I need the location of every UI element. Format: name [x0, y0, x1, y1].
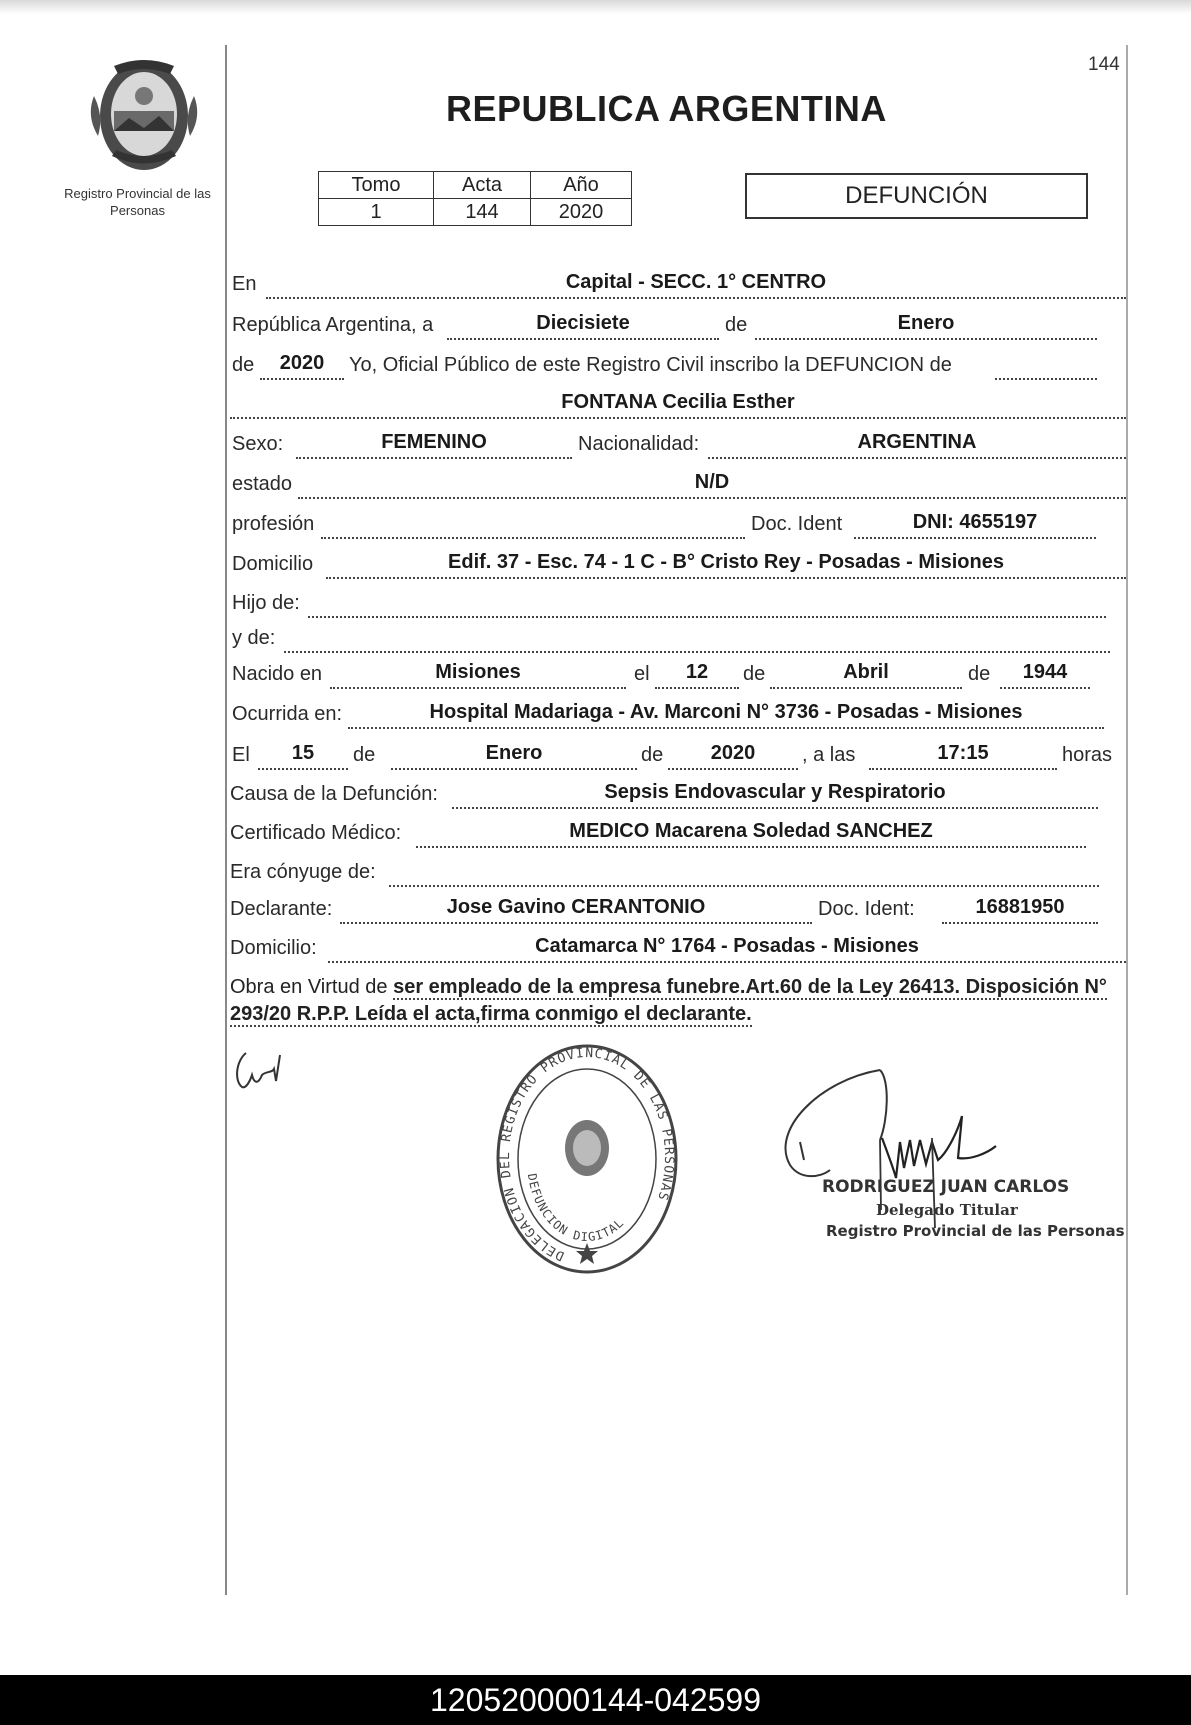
record-header-acta: Acta	[434, 172, 531, 199]
domicilio-line	[326, 577, 1126, 579]
estado-label: estado	[232, 473, 293, 495]
inscribo-line	[995, 378, 1097, 380]
stamp-inner-text: DEFUNCION DIGITAL	[524, 1172, 627, 1245]
causa-label: Causa de la Defunción:	[230, 783, 438, 805]
def-de-label: de	[353, 744, 376, 766]
barcode-footer: 120520000144-042599	[0, 1675, 1191, 1725]
yde-line	[284, 651, 1110, 653]
record-table	[318, 171, 632, 226]
doc-ident-label: Doc. Ident	[751, 513, 843, 535]
nac-mes-value: Abril	[843, 661, 889, 683]
nac-mes-line	[770, 687, 962, 689]
en-label: En	[232, 273, 257, 295]
de-anio-label: de	[232, 354, 255, 376]
doc-type-box: DEFUNCIÓN	[745, 173, 1088, 219]
record-header-tomo: Tomo	[319, 172, 434, 199]
registry-stamp	[495, 1043, 680, 1276]
record-header-anio: Año	[531, 172, 632, 199]
def-hora-value: 17:15	[937, 742, 989, 764]
sexo-label: Sexo:	[232, 433, 284, 455]
decl-doc-label: Doc. Ident:	[818, 898, 915, 920]
decl-domicilio-label: Domicilio:	[230, 937, 317, 959]
decl-domicilio-line	[328, 961, 1126, 963]
horas-label: horas	[1062, 744, 1113, 766]
nac-anio-value: 1944	[1022, 661, 1068, 683]
dia-line	[447, 338, 719, 340]
decl-domicilio-value: Catamarca N° 1764 - Posadas - Misiones	[535, 935, 919, 957]
en-line	[266, 297, 1126, 299]
alas-label: , a las	[802, 744, 856, 766]
anio-value: 2020	[279, 352, 325, 374]
decl-doc-value: 16881950	[975, 896, 1065, 918]
right-margin-rule	[1126, 45, 1128, 1595]
sexo-value: FEMENINO	[381, 431, 487, 453]
declarante-line	[340, 922, 812, 924]
nacido-value: Misiones	[435, 661, 521, 683]
nacionalidad-line	[708, 457, 1126, 459]
left-margin-rule	[225, 45, 227, 1595]
doc-ident-line	[854, 537, 1096, 539]
certificado-line	[416, 846, 1086, 848]
scan-shade	[0, 0, 1191, 14]
ocurrida-line	[348, 727, 1104, 729]
mes-line	[755, 338, 1097, 340]
de-label: de	[725, 314, 748, 336]
el2-label: El	[232, 744, 250, 766]
causa-value: Sepsis Endovascular y Respiratorio	[604, 781, 946, 803]
en-value: Capital - SECC. 1° CENTRO	[565, 271, 827, 293]
republica-label: República Argentina, a	[232, 314, 434, 336]
record-value-acta: 144	[434, 199, 531, 226]
el-label: el	[634, 663, 650, 685]
conyuge-line	[389, 885, 1099, 887]
stamp-outer-text: DELEGACION DEL REGISTRO PROVINCIAL DE LAS PERSONAS	[498, 1045, 677, 1264]
declarante-label: Declarante:	[230, 898, 333, 920]
certificado-label: Certificado Médico:	[230, 822, 402, 844]
profesion-line	[321, 537, 745, 539]
conyuge-label: Era cónyuge de:	[230, 861, 376, 883]
signer-org: Registro Provincial de las Personas	[826, 1222, 1125, 1240]
hijo-label: Hijo de:	[232, 592, 300, 614]
obra-value: ser empleado de la empresa funebre.Art.60 de la Ley 26413. Disposición N° 293/20 R.P.P. Leída el acta,firma conmigo el declarante.	[230, 976, 1107, 1025]
inscribo-text: Yo, Oficial Público de este Registro Civil inscribo la DEFUNCION de	[349, 354, 952, 376]
def-mes-line	[391, 768, 637, 770]
anio-line	[260, 378, 344, 380]
def-mes-value: Enero	[485, 742, 543, 764]
registry-caption: Registro Provincial de las Personas	[64, 186, 211, 218]
ocurrida-value: Hospital Madariaga - Av. Marconi N° 3736 - Posadas - Misiones	[429, 701, 1023, 723]
record-value-anio: 2020	[531, 199, 632, 226]
initials-signature	[232, 1045, 312, 1105]
def-anio-line	[668, 768, 798, 770]
profesion-label: profesión	[232, 513, 315, 535]
page-number: 144	[1088, 54, 1120, 75]
nombre-line	[230, 417, 1126, 419]
nac-de2-label: de	[968, 663, 991, 685]
def-dia-line	[258, 768, 348, 770]
certificado-value: MEDICO Macarena Soledad SANCHEZ	[569, 820, 933, 842]
def-de2-label: de	[641, 744, 664, 766]
obra-label: Obra en Virtud de	[230, 976, 388, 998]
nac-dia-value: 12	[685, 661, 709, 683]
nac-de-label: de	[743, 663, 766, 685]
def-anio-value: 2020	[710, 742, 756, 764]
page-title: REPUBLICA ARGENTINA	[446, 88, 887, 129]
signer-name: RODRIGUEZ JUAN CARLOS	[822, 1177, 1070, 1197]
causa-line	[452, 807, 1098, 809]
decl-doc-line	[942, 922, 1098, 924]
dia-value: Diecisiete	[536, 312, 630, 334]
province-seal-icon	[84, 56, 204, 176]
nacido-label: Nacido en	[232, 663, 323, 685]
domicilio-value: Edif. 37 - Esc. 74 - 1 C - B° Cristo Rey - Posadas - Misiones	[448, 551, 1004, 573]
obra-paragraph	[230, 974, 1125, 1028]
nacionalidad-label: Nacionalidad:	[578, 433, 700, 455]
nacionalidad-value: ARGENTINA	[857, 431, 977, 453]
domicilio-label: Domicilio	[232, 553, 314, 575]
nac-anio-line	[1000, 687, 1090, 689]
signer-role: Delegado Titular	[876, 1201, 1018, 1219]
def-hora-line	[869, 768, 1057, 770]
def-dia-value: 15	[291, 742, 315, 764]
estado-line	[298, 497, 1126, 499]
estado-value: N/D	[694, 471, 730, 493]
declarante-value: Jose Gavino CERANTONIO	[446, 896, 706, 918]
doc-ident-value: DNI: 4655197	[912, 511, 1038, 533]
nacido-line	[330, 687, 626, 689]
yde-label: y de:	[232, 627, 276, 649]
ocurrida-label: Ocurrida en:	[232, 703, 343, 725]
record-value-tomo: 1	[319, 199, 434, 226]
hijo-line	[308, 616, 1106, 618]
sexo-line	[296, 457, 572, 459]
nac-dia-line	[655, 687, 739, 689]
nombre-value: FONTANA Cecilia Esther	[561, 391, 795, 413]
mes-value: Enero	[897, 312, 955, 334]
